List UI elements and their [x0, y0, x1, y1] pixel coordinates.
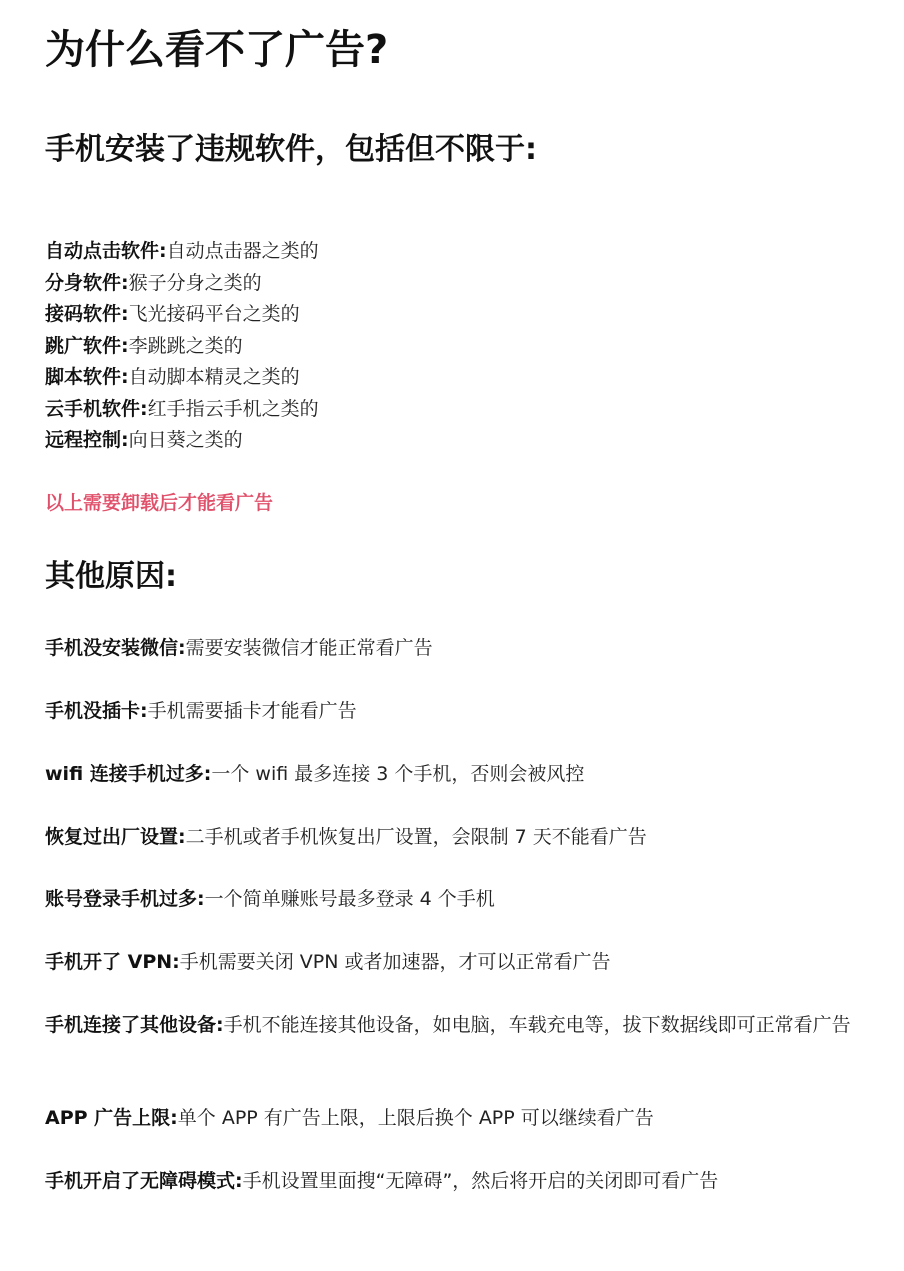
item-value: 猴子分身之类的: [128, 271, 262, 294]
item-label: 跳广软件:: [45, 334, 129, 357]
item-label: wifi 连接手机过多:: [45, 763, 212, 785]
item-value: 自动点击器之类的: [166, 240, 319, 262]
other-reasons-title: 其他原因:: [45, 559, 177, 594]
list-item: [45, 758, 880, 790]
item-value: 手机不能连接其他设备，如电脑，车载充电等，拔下数据线即可正常看广告: [223, 1014, 851, 1036]
item-value: 一个 wifi 最多连接 3 个手机，否则会被风控: [211, 763, 585, 785]
item-value: 单个 APP 有广告上限，上限后换个 APP 可以继续看广告: [177, 1107, 654, 1129]
item-value: 一个简单赚账号最多登录 4 个手机: [204, 888, 495, 910]
item-label: 手机没安装微信:: [45, 637, 186, 659]
software-list: [45, 236, 319, 457]
item-label: 云手机软件:: [45, 397, 148, 420]
item-label: 恢复过出厂设置:: [45, 826, 186, 848]
item-label: 远程控制:: [45, 429, 129, 451]
item-value: 向日葵之类的: [128, 429, 243, 451]
item-label: 手机开了 VPN:: [45, 951, 180, 973]
list-item: [45, 632, 880, 664]
list-item: [45, 695, 880, 727]
item-label: 自动点击软件:: [45, 240, 167, 262]
list-item: [45, 299, 319, 331]
list-item: [45, 1102, 880, 1134]
page-title: 为什么看不了广告?: [45, 27, 389, 73]
item-value: 手机需要关闭 VPN 或者加速器，才可以正常看广告: [179, 951, 611, 973]
item-value: 李跳跳之类的: [128, 334, 243, 357]
list-item: [45, 821, 880, 853]
list-item: [45, 394, 319, 426]
item-label: 手机没插卡:: [45, 700, 148, 722]
item-label: APP 广告上限:: [45, 1107, 178, 1129]
item-label: 分身软件:: [45, 271, 129, 294]
list-item: [45, 331, 319, 363]
item-value: 二手机或者手机恢复出厂设置，会限制 7 天不能看广告: [185, 826, 647, 848]
item-label: 接码软件:: [45, 303, 129, 325]
list-item: [45, 946, 880, 978]
list-item: [45, 268, 319, 300]
uninstall-warning: 以上需要卸载后才能看广告: [45, 492, 274, 514]
item-label: 账号登录手机过多:: [45, 888, 205, 910]
list-item: [45, 362, 319, 394]
list-item: [45, 425, 319, 457]
item-value: 红手指云手机之类的: [147, 397, 319, 420]
item-value: 需要安装微信才能正常看广告: [185, 637, 433, 659]
item-value: 飞光接码平台之类的: [128, 303, 300, 325]
list-item: [45, 1165, 880, 1197]
violation-subtitle: 手机安装了违规软件，包括但不限于:: [45, 132, 537, 167]
list-item: [45, 1009, 880, 1041]
item-value: 手机设置里面搜“无障碍”，然后将开启的关闭即可看广告: [242, 1170, 719, 1192]
item-value: 手机需要插卡才能看广告: [147, 700, 357, 722]
item-label: 脚本软件:: [45, 366, 129, 388]
item-label: 手机连接了其他设备:: [45, 1014, 224, 1036]
list-item: [45, 236, 319, 268]
item-label: 手机开启了无障碍模式:: [45, 1170, 243, 1192]
list-item: [45, 883, 880, 915]
item-value: 自动脚本精灵之类的: [128, 366, 300, 388]
